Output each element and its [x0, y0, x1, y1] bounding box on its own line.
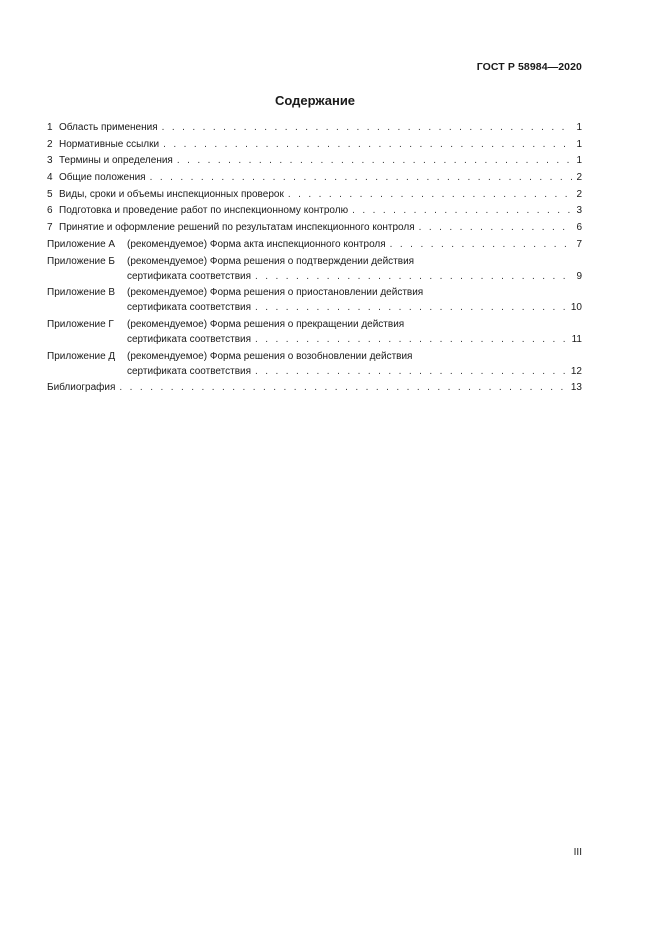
toc-entry-5[interactable] — [47, 187, 582, 202]
toc-entry-title: Принятие и оформление решений по результатам инспекционного контроля — [59, 222, 415, 234]
toc-entry-page: 2 — [576, 188, 582, 200]
table-of-contents — [47, 120, 582, 397]
toc-appendix-title: (рекомендуемое) Форма решения о приостановлении действия — [127, 287, 424, 299]
toc-leader-dots — [255, 332, 568, 347]
toc-appendix-title-cont: сертификата соответствия — [127, 302, 252, 314]
toc-appendix-title-cont: сертификата соответствия — [127, 333, 252, 345]
toc-entry-page: 1 — [576, 122, 582, 133]
toc-entry-page: 1 — [576, 138, 582, 150]
toc-entry-page: 2 — [576, 172, 582, 184]
toc-entry-2[interactable] — [47, 137, 582, 152]
toc-leader-dots — [177, 153, 572, 168]
toc-leader-dots — [419, 220, 572, 235]
toc-entry-3[interactable] — [47, 153, 582, 168]
toc-leader-dots — [163, 137, 572, 152]
toc-entry-number: 6 — [47, 205, 53, 217]
toc-appendix-title-cont: сертификата соответствия — [127, 365, 252, 377]
toc-leader-dots — [162, 120, 572, 135]
toc-appendix-title: (рекомендуемое) Форма решения о подтверждении действия — [127, 255, 415, 267]
toc-appendix-g[interactable] — [47, 317, 582, 347]
toc-entry-1[interactable] — [47, 120, 582, 135]
toc-entry-title: Виды, сроки и объемы инспекционных проверок — [59, 188, 284, 200]
toc-bibliography-title: Библиография — [47, 382, 116, 394]
toc-leader-dots — [119, 380, 566, 395]
toc-appendix-page: 11 — [571, 333, 582, 345]
toc-entry-number: 7 — [47, 222, 53, 234]
toc-appendix-label: Приложение Г — [47, 318, 114, 330]
toc-appendix-title: (рекомендуемое) Форма решения о возобновлении действия — [127, 350, 413, 362]
toc-entry-number: 3 — [47, 155, 53, 167]
toc-leader-dots — [255, 364, 567, 379]
toc-entry-page: 3 — [576, 205, 582, 217]
toc-entry-4[interactable] — [47, 170, 582, 185]
toc-appendix-title: (рекомендуемое) Форма акта инспекционного контроля — [127, 238, 386, 250]
toc-entry-6[interactable] — [47, 203, 582, 218]
toc-entry-title: Нормативные ссылки — [59, 138, 160, 150]
toc-bibliography-page: 13 — [570, 382, 582, 394]
toc-leader-dots — [255, 269, 572, 284]
toc-appendix-label: Приложение Б — [47, 255, 115, 267]
toc-entry-title: Общие положения — [59, 172, 146, 184]
toc-entry-page: 1 — [576, 155, 582, 167]
toc-leader-dots — [150, 170, 572, 185]
toc-appendix-a[interactable] — [47, 237, 582, 252]
document-code: ГОСТ Р 58984—2020 — [476, 61, 582, 73]
toc-leader-dots — [352, 203, 572, 218]
toc-leader-dots — [390, 237, 572, 252]
toc-entry-number: 5 — [47, 188, 53, 200]
toc-appendix-page: 9 — [576, 270, 582, 282]
toc-entry-number: 2 — [47, 138, 53, 150]
toc-leader-dots — [255, 300, 567, 315]
toc-entry-page: 6 — [576, 222, 582, 234]
toc-appendix-b[interactable] — [47, 254, 582, 284]
toc-entry-title: Подготовка и проведение работ по инспекционному контролю — [59, 205, 349, 217]
page-number: III — [573, 847, 582, 858]
toc-appendix-label: Приложение А — [47, 238, 116, 250]
toc-leader-dots — [288, 187, 572, 202]
toc-appendix-page: 12 — [570, 365, 582, 377]
toc-entry-number: 1 — [47, 122, 53, 133]
toc-appendix-d[interactable] — [47, 349, 582, 379]
toc-appendix-label: Приложение Д — [47, 350, 116, 362]
toc-appendix-title-cont: сертификата соответствия — [127, 270, 252, 282]
toc-bibliography[interactable] — [47, 380, 582, 395]
toc-appendix-label: Приложение В — [47, 287, 116, 299]
toc-entry-number: 4 — [47, 172, 53, 184]
toc-entry-title: Область применения — [59, 122, 158, 133]
toc-title: Содержание — [274, 93, 356, 108]
toc-appendix-page: 10 — [570, 302, 582, 314]
toc-appendix-title: (рекомендуемое) Форма решения о прекращении действия — [127, 318, 405, 330]
toc-entry-title: Термины и определения — [59, 155, 173, 167]
toc-entry-7[interactable] — [47, 220, 582, 235]
toc-appendix-v[interactable] — [47, 285, 582, 315]
toc-appendix-page: 7 — [576, 238, 582, 250]
